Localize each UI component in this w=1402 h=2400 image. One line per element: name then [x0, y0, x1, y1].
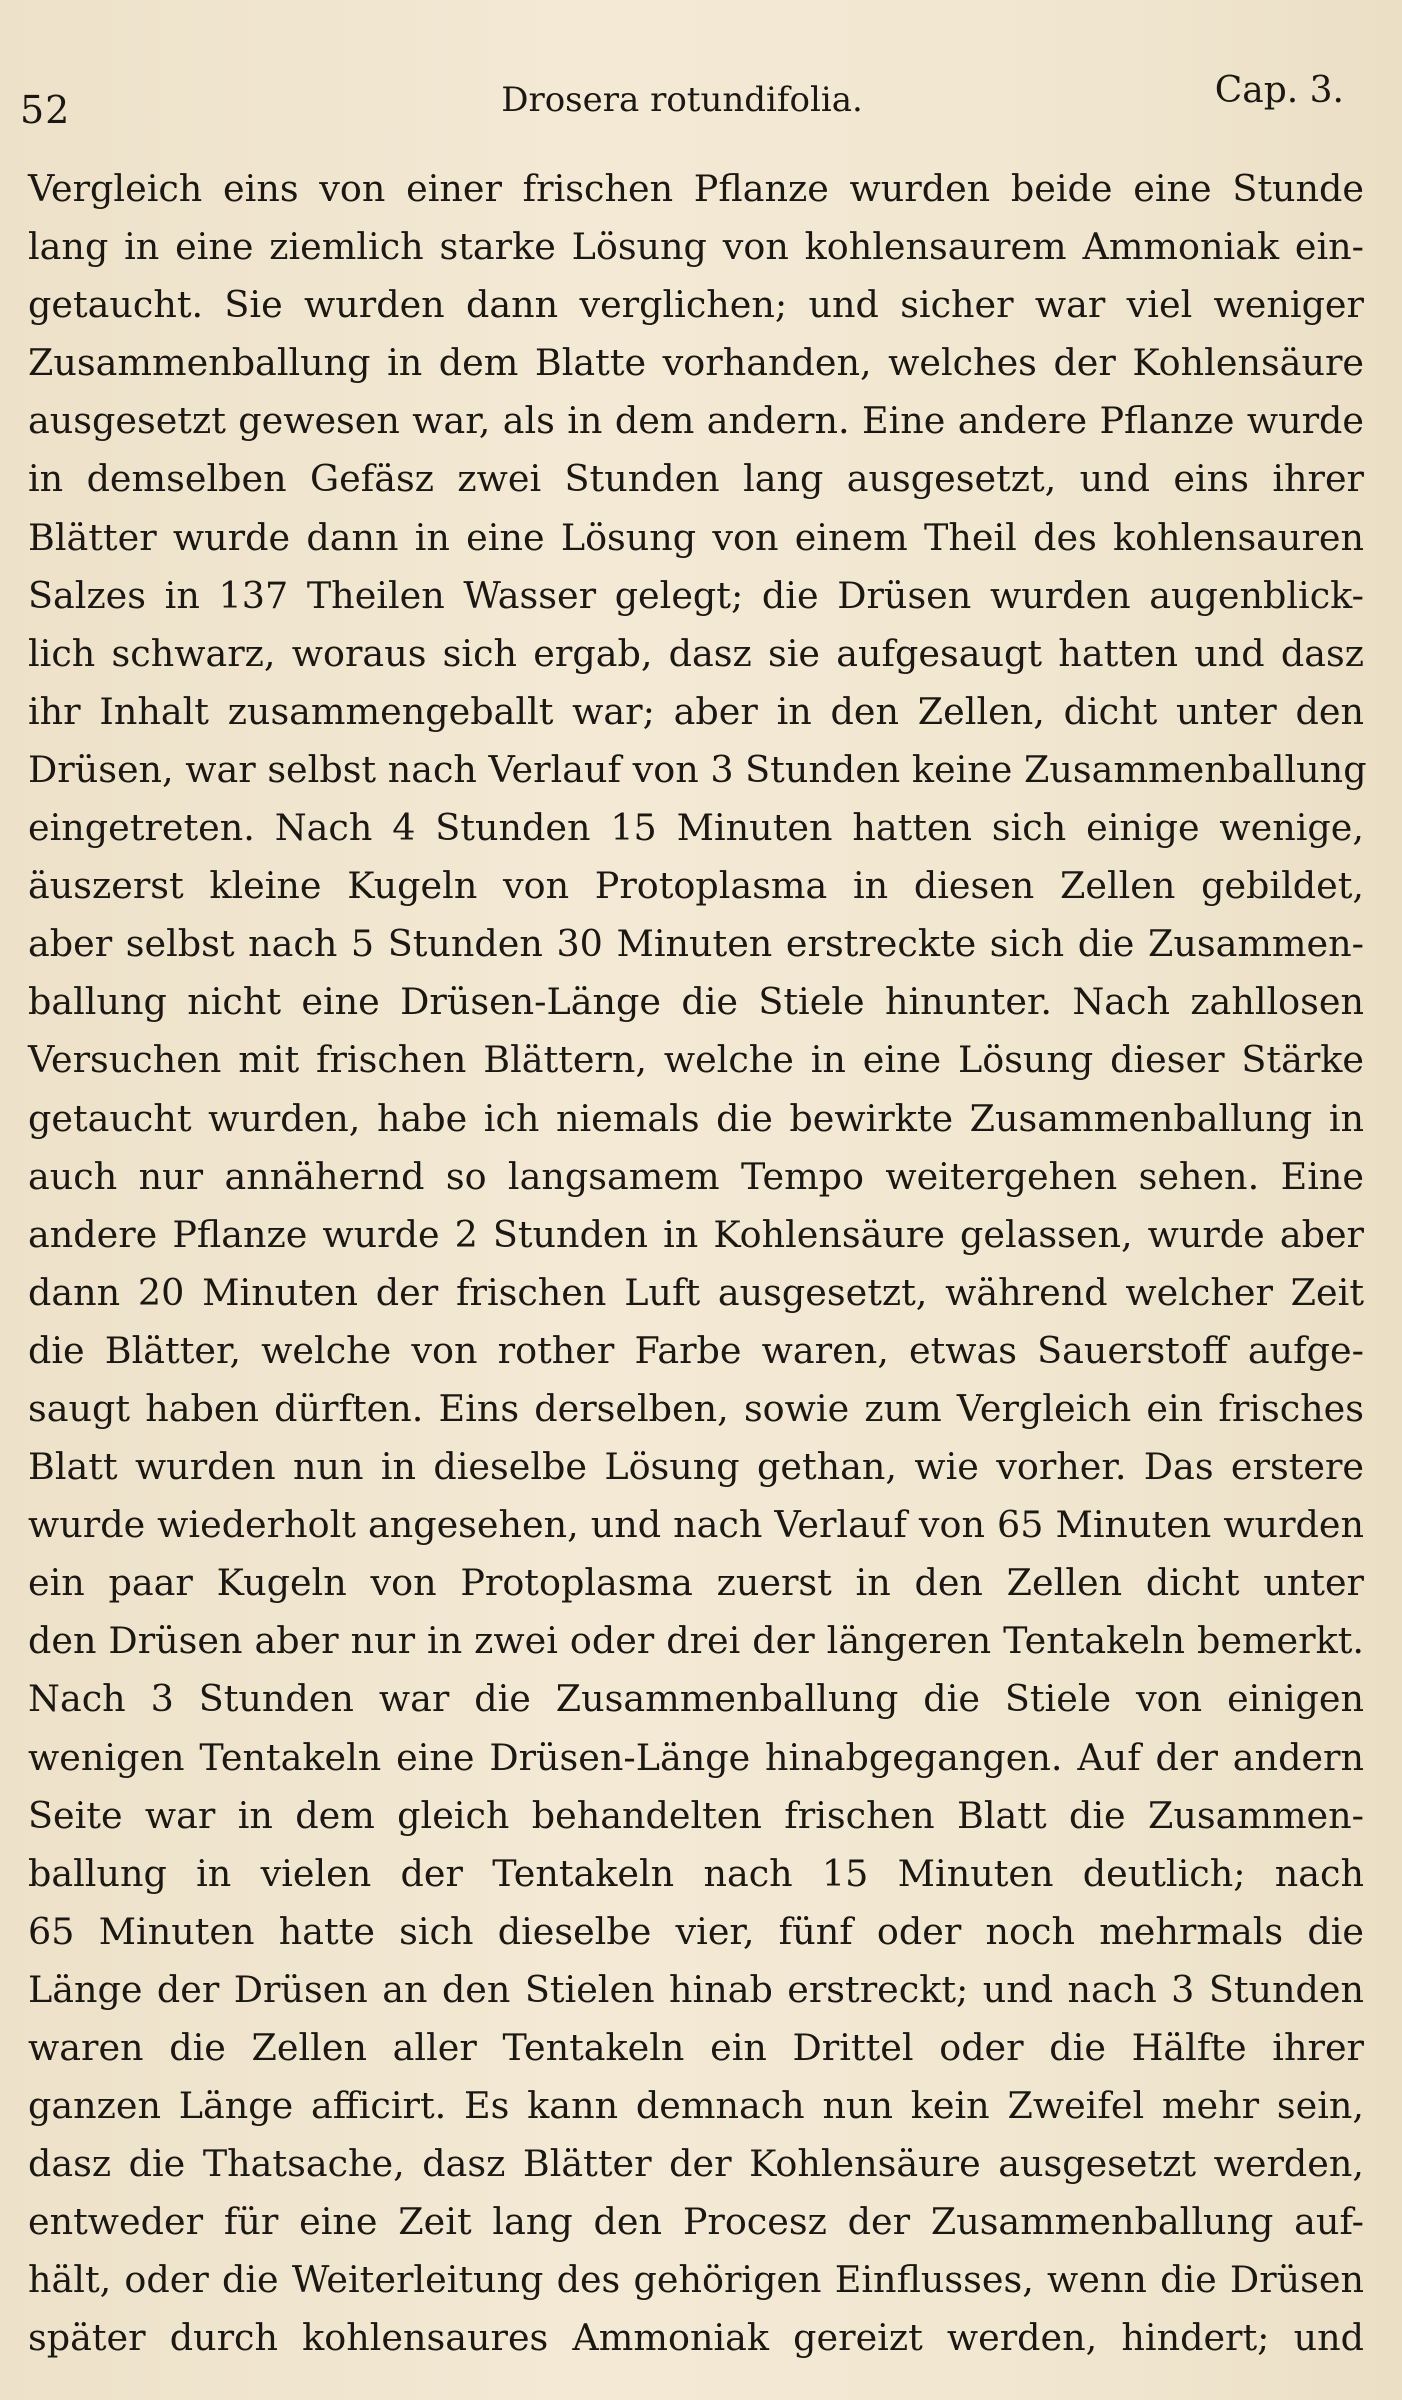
text-line: die Blätter, welche von rother Farbe waren, etwas Sauerstoff aufge-: [28, 1328, 1364, 1372]
text-line: Blatt wurden nun in dieselbe Lösung gethan, wie vorher. Das erstere: [28, 1445, 1364, 1489]
chapter-label: Cap. 3.: [1214, 70, 1344, 111]
text-line: wurde wiederholt angesehen, und nach Verlauf von 65 Minuten wurden: [28, 1503, 1364, 1547]
text-line: ein paar Kugeln von Protoplasma zuerst in den Zellen dicht unter: [28, 1561, 1364, 1605]
text-line: lang in eine ziemlich starke Lösung von kohlensaurem Ammoniak ein-: [28, 225, 1364, 269]
text-line: hält, oder die Weiterleitung des gehörigen Einflusses, wenn die Drüsen: [28, 2258, 1364, 2302]
text-line: auch nur annähernd so langsamem Tempo weitergehen sehen. Eine: [28, 1154, 1364, 1198]
running-title: Drosera rotundifolia.: [501, 80, 863, 120]
text-line: dann 20 Minuten der frischen Luft ausgesetzt, während welcher Zeit: [28, 1270, 1364, 1314]
text-line: Vergleich eins von einer frischen Pflanze wurden beide eine Stunde: [28, 167, 1364, 210]
text-line: aber selbst nach 5 Stunden 30 Minuten erstreckte sich die Zusammen-: [28, 922, 1364, 966]
text-line: 65 Minuten hatte sich dieselbe vier, fünf oder noch mehrmals die: [28, 1909, 1364, 1953]
text-line: lich schwarz, woraus sich ergab, dasz sie aufgesaugt hatten und dasz: [28, 631, 1364, 675]
page-number: 52: [20, 88, 71, 132]
text-line: ballung in vielen der Tentakeln nach 15 Minuten deutlich; nach: [28, 1851, 1364, 1895]
text-line: später durch kohlensaures Ammoniak gereizt werden, hindert; und: [28, 2316, 1364, 2360]
text-line: Blätter wurde dann in eine Lösung von einem Theil des kohlensauren: [28, 515, 1364, 559]
text-line: in demselben Gefäsz zwei Stunden lang ausgesetzt, und eins ihrer: [28, 457, 1364, 501]
text-line: Länge der Drüsen an den Stielen hinab erstreckt; und nach 3 Stunden: [28, 1967, 1364, 2011]
text-line: Salzes in 137 Theilen Wasser gelegt; die Drüsen wurden augenblick-: [28, 573, 1364, 617]
page-header: [20, 70, 1344, 130]
text-line: Drüsen, war selbst nach Verlauf von 3 Stunden keine Zusammenballung: [28, 747, 1367, 791]
text-line: waren die Zellen aller Tentakeln ein Drittel oder die Hälfte ihrer: [28, 2026, 1364, 2069]
text-line: entweder für eine Zeit lang den Procesz der Zusammenballung auf-: [28, 2200, 1364, 2244]
text-line: wenigen Tentakeln eine Drüsen-Länge hinabgegangen. Auf der andern: [28, 1735, 1364, 1779]
text-line: andere Pflanze wurde 2 Stunden in Kohlensäure gelassen, wurde aber: [28, 1212, 1364, 1256]
text-line: dasz die Thatsache, dasz Blätter der Kohlensäure ausgesetzt werden,: [28, 2142, 1364, 2186]
text-line: getaucht. Sie wurden dann verglichen; und sicher war viel weniger: [28, 283, 1364, 327]
text-line: den Drüsen aber nur in zwei oder drei der längeren Tentakeln bemerkt.: [28, 1619, 1364, 1663]
text-line: Zusammenballung in dem Blatte vorhanden, welches der Kohlensäure: [28, 341, 1364, 385]
text-line: Nach 3 Stunden war die Zusammenballung die Stiele von einigen: [28, 1677, 1364, 1721]
text-line: getaucht wurden, habe ich niemals die bewirkte Zusammenballung in: [28, 1096, 1364, 1140]
body-text: [28, 160, 1367, 2368]
text-line: eingetreten. Nach 4 Stunden 15 Minuten hatten sich einige wenige,: [28, 806, 1364, 850]
text-line: ausgesetzt gewesen war, als in dem andern. Eine andere Pflanze wurde: [28, 399, 1364, 443]
text-line: Versuchen mit frischen Blättern, welche in eine Lösung dieser Stärke: [28, 1038, 1364, 1082]
text-line: saugt haben dürften. Eins derselben, sowie zum Vergleich ein frisches: [28, 1386, 1364, 1430]
text-line: äuszerst kleine Kugeln von Protoplasma in diesen Zellen gebildet,: [28, 864, 1364, 908]
text-line: ihr Inhalt zusammengeballt war; aber in den Zellen, dicht unter den: [28, 689, 1364, 733]
text-line: ganzen Länge afficirt. Es kann demnach nun kein Zweifel mehr sein,: [28, 2084, 1364, 2128]
text-line: Seite war in dem gleich behandelten frischen Blatt die Zusammen-: [28, 1793, 1364, 1837]
text-line: ballung nicht eine Drüsen-Länge die Stiele hinunter. Nach zahllosen: [28, 980, 1364, 1024]
